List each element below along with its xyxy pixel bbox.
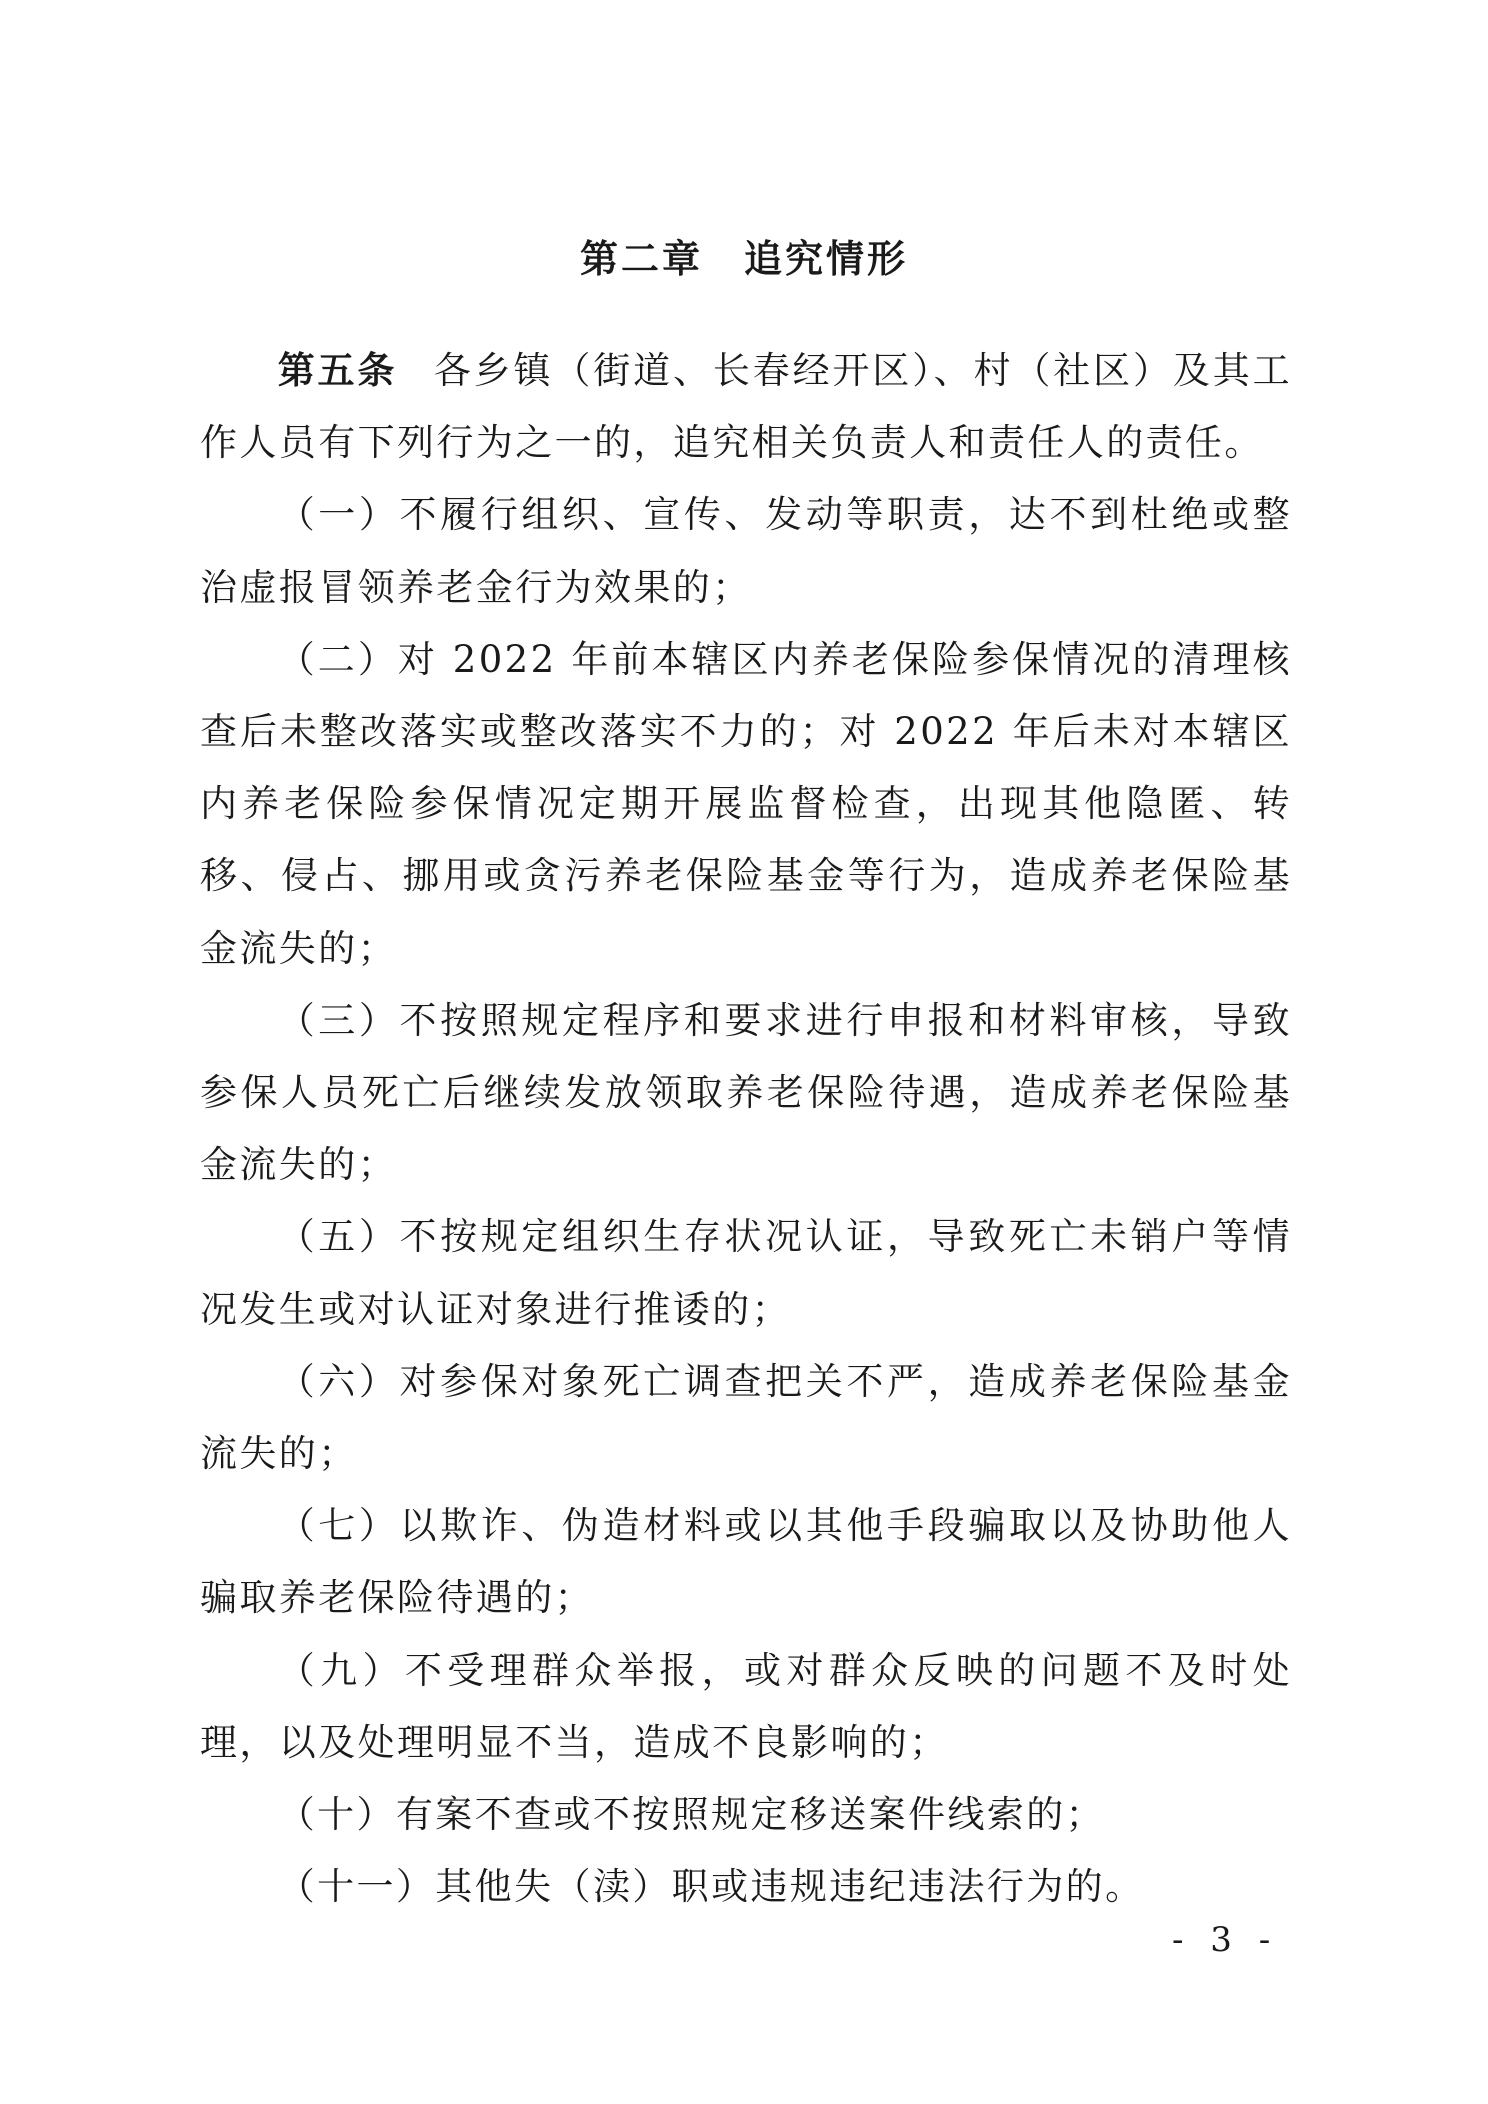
page-number: - 3 - <box>1172 1920 1279 1960</box>
chapter-title: 第二章 追究情形 <box>579 237 908 281</box>
list-item: （三）不按照规定程序和要求进行申报和材料审核，导致参保人员死亡后继续发放领取养老保险待遇，造成养老保险基金流失的； <box>200 998 1292 1187</box>
list-item: （一）不履行组织、宣传、发动等职责，达不到杜绝或整治虚报冒领养老金行为效果的； <box>200 493 1292 609</box>
list-item: （十一）其他失（渎）职或违规违纪违法行为的。 <box>277 1865 1145 1909</box>
article-number: 第五条 <box>277 349 398 392</box>
list-item: （二）对 2022 年前本辖区内养老保险参保情况的清理核查后未整改落实或整改落实不力的；对 2022 年后未对本辖区内养老保险参保情况定期开展监督检查，出现其他隐匿、转移、侵占、挪用或贪污养老保险基金等行为，造成养老保险基金流失的； <box>200 637 1292 970</box>
list-item: （六）对参保对象死亡调查把关不严，造成养老保险基金流失的； <box>200 1359 1292 1476</box>
article-intro-paragraph <box>200 335 1292 479</box>
article-body <box>200 335 1292 1923</box>
list-item: （十）有案不查或不按照规定移送案件线索的； <box>277 1793 1106 1837</box>
article-intro-text: 各乡镇（街道、长春经开区）、村（社区）及其工作人员有下列行为之一的，追究相关负责人和责任人的责任。 <box>200 349 1292 465</box>
list-item: （九）不受理群众举报，或对群众反映的问题不及时处理，以及处理明显不当，造成不良影响的； <box>200 1648 1292 1764</box>
list-item: （七）以欺诈、伪造材料或以其他手段骗取以及协助他人骗取养老保险待遇的； <box>200 1504 1292 1620</box>
list-item: （五）不按规定组织生存状况认证，导致死亡未销户等情况发生或对认证对象进行推诿的； <box>200 1215 1292 1331</box>
